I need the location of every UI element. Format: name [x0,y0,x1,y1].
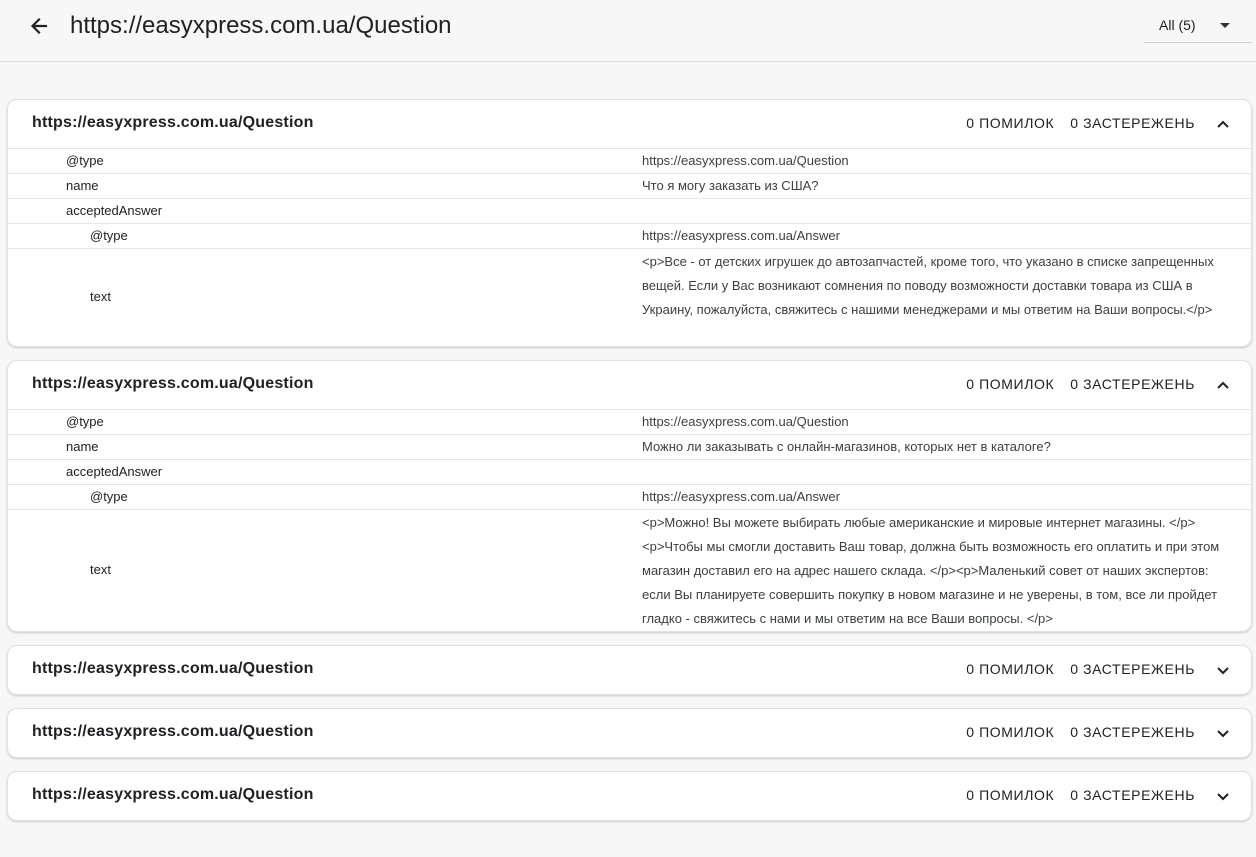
panel-title: https://easyxpress.com.ua/Question [32,660,314,677]
filter-select[interactable] [1144,8,1252,43]
property-key: @type [90,489,128,504]
panel-title: https://easyxpress.com.ua/Question [32,723,314,740]
panel-header[interactable] [8,100,1251,148]
result-panel [7,360,1252,632]
result-panel [7,708,1252,758]
property-value: Можно ли заказывать с онлайн-магазинов, которых нет в каталоге? [642,439,1051,454]
property-key: @type [90,228,128,243]
error-count: 0 ПОМИЛОК [966,787,1055,803]
chevron-up-icon[interactable] [1213,375,1233,395]
panel-header[interactable] [8,646,1251,694]
property-key: text [90,562,111,577]
property-key: @type [66,153,104,168]
table-row [8,485,1251,510]
chevron-up-icon[interactable] [1213,114,1233,134]
error-count: 0 ПОМИЛОК [966,115,1055,131]
arrow-back-icon [29,16,49,36]
property-key: name [66,439,99,454]
property-key: acceptedAnswer [66,203,163,218]
property-value: https://easyxpress.com.ua/Question [642,153,849,168]
warning-count: 0 ЗАСТЕРЕЖЕНЬ [1070,115,1195,131]
chevron-down-icon[interactable] [1213,723,1233,743]
top-bar [0,0,1256,62]
page-title: https://easyxpress.com.ua/Question [70,12,452,39]
back-button[interactable] [22,9,56,43]
warning-count: 0 ЗАСТЕРЕЖЕНЬ [1070,787,1195,803]
property-table [8,409,1251,631]
chevron-down-icon[interactable] [1213,660,1233,680]
panel-title: https://easyxpress.com.ua/Question [32,375,314,392]
property-key: text [90,289,111,304]
property-table [8,148,1251,346]
chevron-down-icon[interactable] [1213,786,1233,806]
warning-count: 0 ЗАСТЕРЕЖЕНЬ [1070,661,1195,677]
result-panel [7,771,1252,821]
panel-title: https://easyxpress.com.ua/Question [32,786,314,803]
table-row [8,435,1251,460]
property-key: @type [66,414,104,429]
error-count: 0 ПОМИЛОК [966,376,1055,392]
error-count: 0 ПОМИЛОК [966,661,1055,677]
error-count: 0 ПОМИЛОК [966,724,1055,740]
table-row [8,460,1251,485]
property-value: https://easyxpress.com.ua/Answer [642,489,840,504]
table-row [8,149,1251,174]
panel-header[interactable] [8,772,1251,820]
table-row [8,224,1251,249]
caret-down-icon [1220,23,1230,28]
property-value: https://easyxpress.com.ua/Answer [642,228,840,243]
table-row [8,199,1251,224]
warning-count: 0 ЗАСТЕРЕЖЕНЬ [1070,724,1195,740]
result-panel [7,99,1252,347]
panel-title: https://easyxpress.com.ua/Question [32,114,314,131]
warning-count: 0 ЗАСТЕРЕЖЕНЬ [1070,376,1195,392]
property-key: acceptedAnswer [66,464,163,479]
property-key: name [66,178,99,193]
property-value: Что я могу заказать из США? [642,178,819,193]
table-row [8,249,1251,346]
table-row [8,174,1251,199]
property-value: <p>Все - от детских игрушек до автозапчастей, кроме того, что указано в списке запрещенных вещей. Если у Вас возникают сомнения по поводу возможности доставки товара из США в Украину, пожалуйста, свяжитесь с нашими менеджерами и мы ответим на Ваши вопросы.</p> [642,254,1214,317]
panel-header[interactable] [8,709,1251,757]
table-row [8,510,1251,631]
property-value: https://easyxpress.com.ua/Question [642,414,849,429]
table-row [8,410,1251,435]
result-panel [7,645,1252,695]
property-value: <p>Можно! Вы можете выбирать любые американские и мировые интернет магазины. </p><p>Чтобы мы смогли доставить Ваш товар, должна быть возможность его оплатить и при этом магазин доставил его на адрес нашего склада. </p><p>Маленький совет от наших экспертов: если Вы планируете совершить покупку в новом магазине и не уверены, в том, все ли пройдет гладко - свяжитесь с нами и мы ответим на все Ваши вопросы. </p> [642,515,1220,626]
panel-header[interactable] [8,361,1251,409]
filter-value: All (5) [1159,17,1196,33]
